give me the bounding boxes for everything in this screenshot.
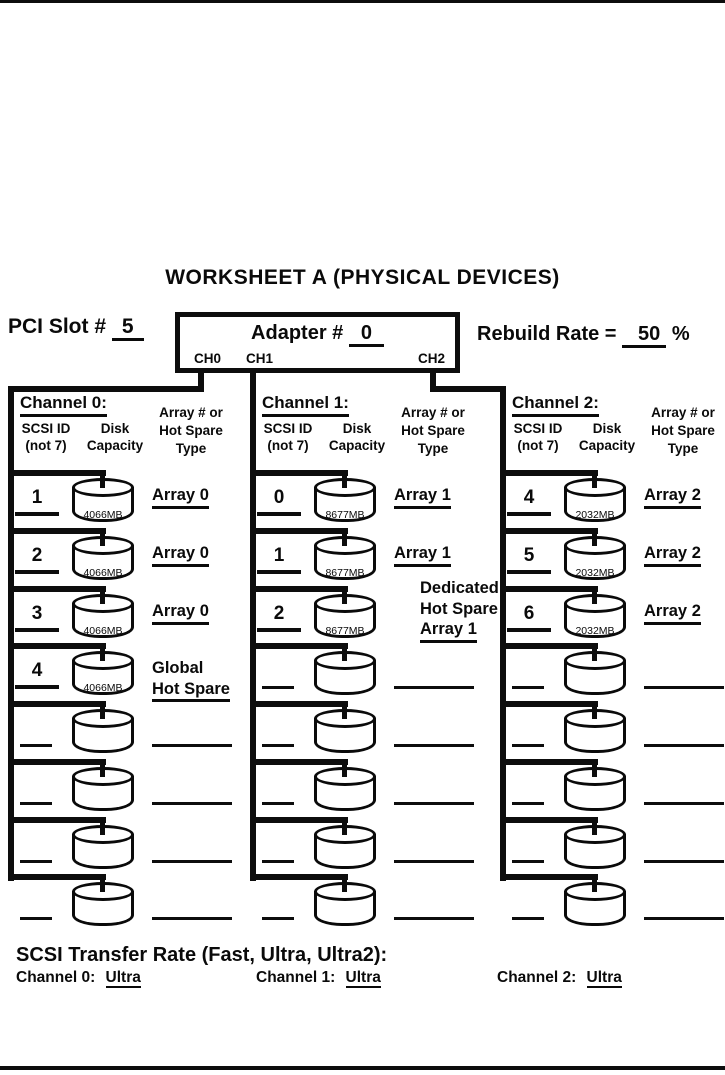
scsi-id-underline [15, 685, 59, 689]
rebuild-rate-value: 50 [622, 324, 666, 348]
disk-capacity: 2032MB [575, 625, 615, 637]
channel-title: Channel 2: [512, 393, 599, 417]
row-bracket-line [500, 586, 598, 592]
disk-stub-line [342, 474, 347, 488]
scsi-id-blank-line [512, 860, 544, 863]
channel2-spine-line [500, 386, 506, 881]
disk-stub-line [592, 590, 597, 604]
pci-slot-label: PCI Slot # [8, 315, 107, 338]
transfer-rate-ch0-value: Ultra [106, 970, 141, 988]
col-header-array: Array # or Hot Spare Type [651, 405, 715, 456]
array-assignment-label: Array 2 [644, 485, 701, 509]
scsi-id-blank-line [262, 917, 294, 920]
transfer-rate-channel0 [16, 969, 141, 988]
scsi-id-value: 0 [273, 487, 285, 508]
disk-stub-line [342, 821, 347, 835]
row-bracket-line [8, 874, 106, 880]
scsi-id-value: 4 [31, 660, 43, 681]
row-bracket-line [250, 701, 348, 707]
pci-slot [8, 315, 144, 341]
array-blank-line [644, 686, 724, 689]
scsi-id-blank-line [262, 860, 294, 863]
disk-stub-line [100, 705, 105, 719]
col-header-array: Array # or Hot Spare Type [401, 405, 465, 456]
scsi-id-value: 4 [523, 487, 535, 508]
row-bracket-line [250, 759, 348, 765]
array-assignment-label: Array 2 [644, 601, 701, 625]
scsi-id-value: 6 [523, 603, 535, 624]
row-bracket-line [250, 817, 348, 823]
transfer-rate-ch1-label: Channel 1: [256, 969, 336, 986]
disk-capacity: 8677MB [325, 509, 365, 521]
row-bracket-line [250, 874, 348, 880]
disk-capacity: 2032MB [575, 509, 615, 521]
array-blank-line [644, 744, 724, 747]
array-blank-line [152, 744, 232, 747]
disk-stub-line [592, 763, 597, 777]
page-bottom-rule [0, 1066, 725, 1070]
scsi-id-blank-line [262, 744, 294, 747]
row-bracket-line [500, 528, 598, 534]
disk-capacity: 4066MB [83, 682, 123, 694]
array-blank-line [644, 917, 724, 920]
row-bracket-line [500, 874, 598, 880]
scsi-id-value: 2 [273, 603, 285, 624]
rebuild-rate [477, 323, 690, 348]
array-blank-line [152, 802, 232, 805]
row-bracket-line [8, 470, 106, 476]
transfer-rate-ch0-label: Channel 0: [16, 969, 96, 986]
scsi-id-underline [507, 512, 551, 516]
row-bracket-line [8, 759, 106, 765]
row-bracket-line [500, 643, 598, 649]
disk-capacity: 4066MB [83, 625, 123, 637]
disk-capacity: 2032MB [575, 567, 615, 579]
transfer-rate-title: SCSI Transfer Rate (Fast, Ultra, Ultra2): [16, 944, 388, 966]
transfer-rate-ch1-value: Ultra [346, 970, 381, 988]
disk-stub-line [342, 647, 347, 661]
row-bracket-line [8, 643, 106, 649]
row-bracket-line [250, 643, 348, 649]
disk-stub-line [342, 763, 347, 777]
rebuild-rate-unit: % [671, 323, 690, 345]
transfer-rate-channel1 [256, 969, 381, 988]
disk-stub-line [342, 705, 347, 719]
row-bracket-line [500, 470, 598, 476]
channel-title: Channel 0: [20, 393, 107, 417]
disk-stub-line [342, 532, 347, 546]
pci-slot-value: 5 [112, 316, 144, 341]
disk-stub-line [592, 705, 597, 719]
scsi-id-blank-line [512, 802, 544, 805]
array-assignment-label: Dedicated Hot Spare Array 1 [420, 578, 499, 643]
row-bracket-line [8, 701, 106, 707]
scsi-id-underline [15, 628, 59, 632]
disk-stub-line [100, 474, 105, 488]
col-header-disk: Disk Capacity [328, 421, 386, 453]
ch0-connector-top-line [8, 386, 204, 392]
col-header-scsi: SCSI ID (not 7) [263, 421, 313, 453]
array-blank-line [152, 860, 232, 863]
adapter-label: Adapter # [251, 322, 344, 344]
adapter-port-ch1: CH1 [246, 351, 274, 366]
disk-stub-line [592, 878, 597, 892]
array-blank-line [394, 744, 474, 747]
scsi-id-blank-line [20, 860, 52, 863]
row-bracket-line [500, 817, 598, 823]
disk-capacity: 4066MB [83, 509, 123, 521]
row-bracket-line [500, 759, 598, 765]
worksheet-title: WORKSHEET A (PHYSICAL DEVICES) [165, 266, 560, 289]
row-bracket-line [250, 528, 348, 534]
transfer-rate-ch2-value: Ultra [587, 970, 622, 988]
scsi-id-value: 3 [31, 603, 43, 624]
array-blank-line [644, 802, 724, 805]
col-header-disk: Disk Capacity [86, 421, 144, 453]
transfer-rate-channel2 [497, 969, 622, 988]
array-assignment-label: Array 2 [644, 543, 701, 567]
page-top-rule [0, 0, 725, 3]
array-assignment-label: Array 0 [152, 485, 209, 509]
disk-stub-line [342, 878, 347, 892]
scsi-id-blank-line [20, 802, 52, 805]
scsi-id-value: 1 [31, 487, 43, 508]
adapter-box [175, 312, 460, 373]
disk-capacity: 4066MB [83, 567, 123, 579]
col-header-disk: Disk Capacity [578, 421, 636, 453]
rebuild-rate-label: Rebuild Rate = [477, 323, 617, 345]
disk-stub-line [592, 821, 597, 835]
disk-stub-line [100, 821, 105, 835]
array-assignment-label: Array 1 [394, 485, 451, 509]
scsi-id-blank-line [262, 686, 294, 689]
disk-stub-line [592, 474, 597, 488]
adapter-title [180, 322, 455, 347]
scsi-id-value: 1 [273, 545, 285, 566]
adapter-port-ch0: CH0 [194, 351, 222, 366]
disk-stub-line [100, 647, 105, 661]
channel0-spine-line [8, 386, 14, 881]
array-assignment-label: Array 0 [152, 601, 209, 625]
channel-title: Channel 1: [262, 393, 349, 417]
disk-stub-line [100, 763, 105, 777]
array-blank-line [394, 917, 474, 920]
transfer-rate-ch2-label: Channel 2: [497, 969, 577, 986]
scsi-id-underline [507, 570, 551, 574]
col-header-scsi: SCSI ID (not 7) [21, 421, 71, 453]
scsi-id-underline [257, 628, 301, 632]
col-header-array: Array # or Hot Spare Type [159, 405, 223, 456]
disk-stub-line [100, 590, 105, 604]
scsi-id-blank-line [20, 917, 52, 920]
array-blank-line [644, 860, 724, 863]
disk-stub-line [592, 532, 597, 546]
scsi-id-underline [507, 628, 551, 632]
row-bracket-line [250, 586, 348, 592]
scsi-id-blank-line [262, 802, 294, 805]
array-assignment-label: Array 1 [394, 543, 451, 567]
scsi-id-blank-line [512, 744, 544, 747]
array-blank-line [394, 802, 474, 805]
scsi-id-underline [15, 512, 59, 516]
disk-capacity: 8677MB [325, 567, 365, 579]
disk-stub-line [342, 590, 347, 604]
scsi-id-value: 5 [523, 545, 535, 566]
scsi-id-blank-line [512, 917, 544, 920]
scsi-id-underline [257, 570, 301, 574]
array-blank-line [152, 917, 232, 920]
scsi-id-underline [15, 570, 59, 574]
row-bracket-line [250, 470, 348, 476]
adapter-port-ch2: CH2 [417, 351, 445, 366]
array-blank-line [394, 860, 474, 863]
row-bracket-line [500, 701, 598, 707]
scsi-id-value: 2 [31, 545, 43, 566]
row-bracket-line [8, 586, 106, 592]
array-assignment-label: Array 0 [152, 543, 209, 567]
scsi-id-blank-line [512, 686, 544, 689]
array-assignment-label: Global Hot Spare [152, 658, 230, 702]
adapter-number-value: 0 [349, 323, 384, 347]
disk-stub-line [100, 532, 105, 546]
scsi-id-underline [257, 512, 301, 516]
disk-capacity: 8677MB [325, 625, 365, 637]
row-bracket-line [8, 528, 106, 534]
disk-stub-line [100, 878, 105, 892]
row-bracket-line [8, 817, 106, 823]
scsi-id-blank-line [20, 744, 52, 747]
ch2-connector-top-line [430, 386, 506, 392]
disk-stub-line [592, 647, 597, 661]
array-blank-line [394, 686, 474, 689]
col-header-scsi: SCSI ID (not 7) [513, 421, 563, 453]
